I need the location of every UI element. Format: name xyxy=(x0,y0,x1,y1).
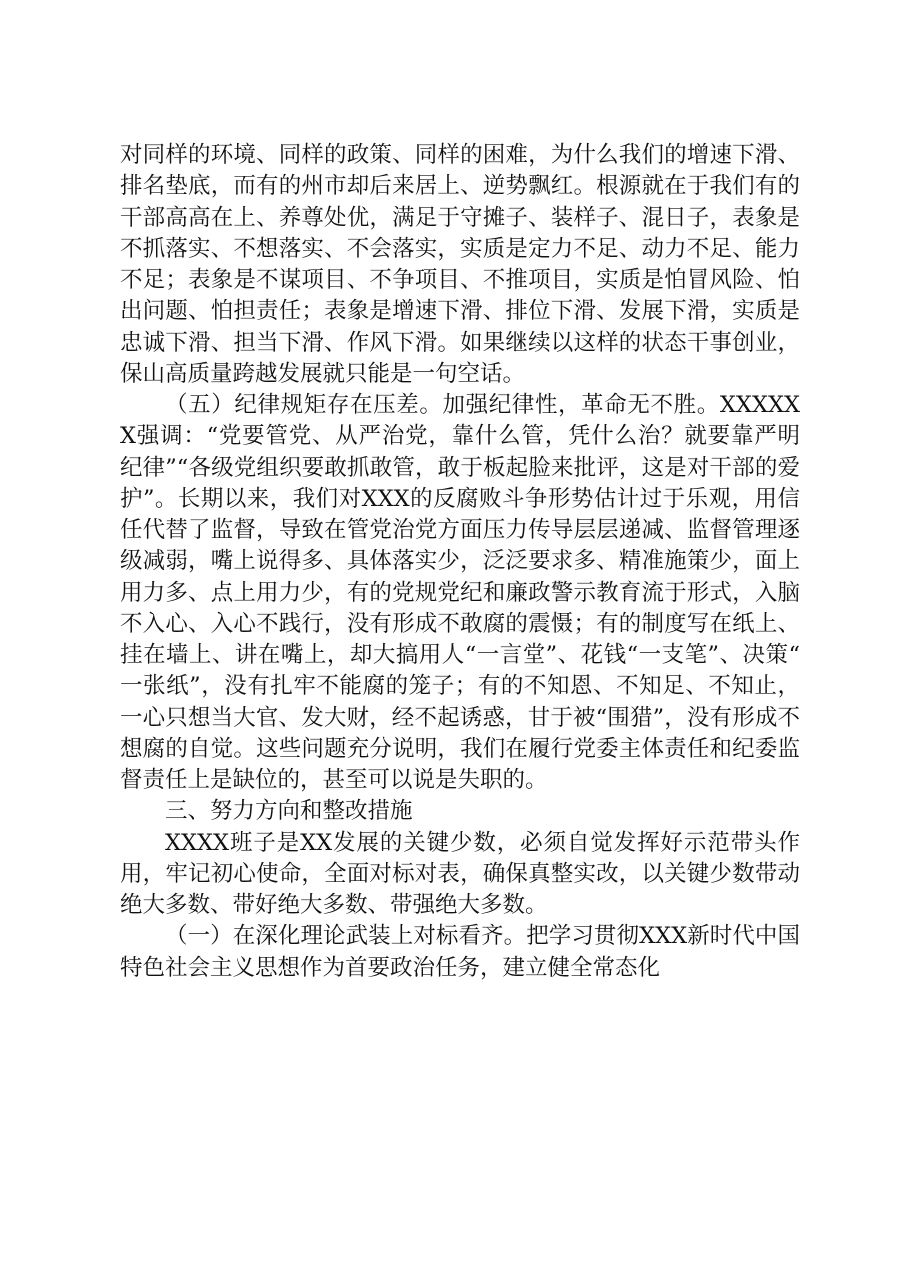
subsection-paragraph: （一）在深化理论武装上对标看齐。把学习贯彻XXX新时代中国特色社会主义思想作为首要政治任务，建立健全常态化 xyxy=(120,923,800,981)
body-paragraph: 对同样的环境、同样的政策、同样的困难，为什么我们的增速下滑、排名垫底，而有的州市却后来居上、逆势飘红。根源就在于我们有的干部高高在上、养尊处优，满足于守摊子、装样子、混日子，表象是不抓落实、不想落实、不会落实，实质是定力不足、动力不足、能力不足；表象是不谋项目、不争项目、不推项目，实质是怕冒风险、怕出问题、怕担责任；表象是增速下滑、排位下滑、发展下滑，实质是忠诚下滑、担当下滑、作风下滑。如果继续以这样的状态干事创业，保山高质量跨越发展就只能是一句空话。 xyxy=(120,142,800,387)
section-paragraph-discipline: （五）纪律规矩存在压差。加强纪律性，革命无不胜。XXXXXX强调：“党要管党、从严治党，靠什么管，凭什么治？就要靠严明纪律”“各级党组织要敢抓敢管，敢于板起脸来批评，这是对干部的爱护”。长期以来，我们对XXX的反腐败斗争形势估计过于乐观，用信任代替了监督，导致在管党治党方面压力传导层层递减、监督管理逐级减弱，嘴上说得多、具体落实少，泛泛要求多、精准施策少，面上用力多、点上用力少，有的党规党纪和廉政警示教育流于形式，入脑不入心、入心不践行，没有形成不敢腐的震慑；有的制度写在纸上、挂在墙上、讲在嘴上，却大搞用人“一言堂”、花钱“一支笔”、决策“一张纸”，没有扎牢不能腐的笼子；有的不知恩、不知足、不知止，一心只想当大官、发大财，经不起诱惑，甘于被“围猎”，没有形成不想腐的自觉。这些问题充分说明，我们在履行党委主体责任和纪委监督责任上是缺位的，甚至可以说是失职的。 xyxy=(120,392,800,793)
document-body xyxy=(120,140,800,984)
section-heading: 三、努力方向和整改措施 xyxy=(165,798,413,825)
body-paragraph: XXXX班子是XX发展的关键少数，必须自觉发挥好示范带头作用，牢记初心使命，全面对标对表，确保真整实改，以关键少数带动绝大多数、带好绝大多数、带强绝大多数。 xyxy=(120,829,800,918)
